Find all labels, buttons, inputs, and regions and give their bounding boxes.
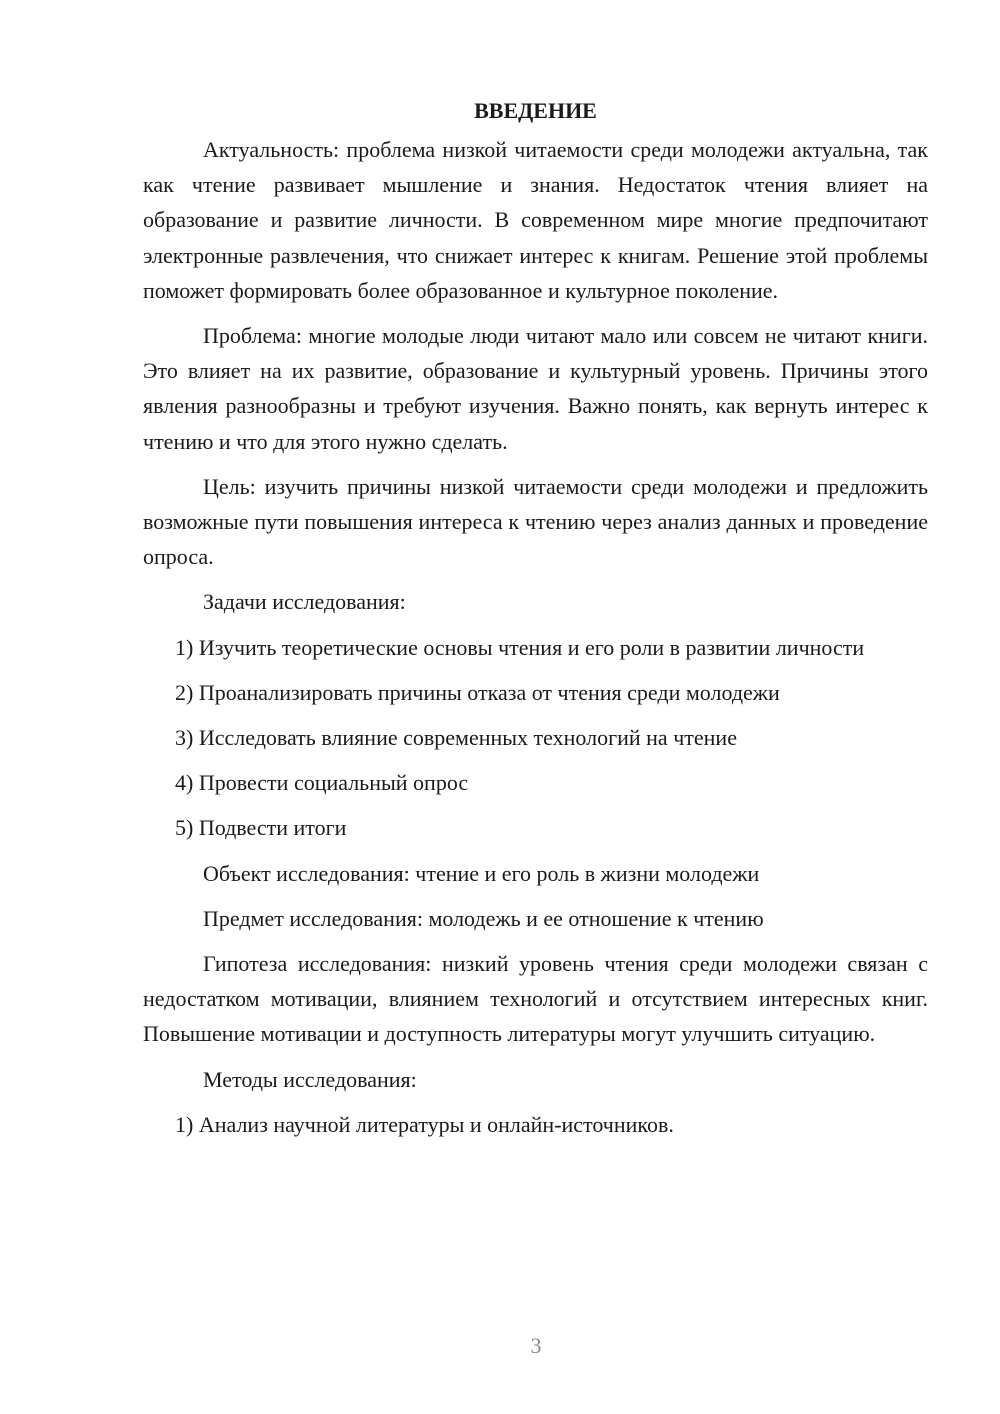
page-number: 3 (530, 1333, 542, 1358)
problem-paragraph: Проблема: многие молодые люди читают мало или совсем не читают книги. Это влияет на их развитие, образование и культурный уровень. Причины этого явления разнообразны и требуют изучения. Важно понять, как вернуть интерес к чтению и что для этого нужно сделать. (143, 323, 928, 454)
hypothesis-paragraph: Гипотеза исследования: низкий уровень чтения среди молодежи связан с недостатком мотивации, влиянием технологий и отсутствием интересных книг. Повышение мотивации и доступность литературы могут улучшить ситуацию. (143, 951, 928, 1047)
tasks-heading: Задачи исследования: (203, 589, 406, 615)
page-title: ВВЕДЕНИЕ (474, 98, 597, 123)
task-item: 3) Исследовать влияние современных технологий на чтение (175, 725, 737, 751)
subject-line: Предмет исследования: молодежь и ее отношение к чтению (203, 905, 764, 931)
methods-heading: Методы исследования: (203, 1066, 417, 1092)
goal-paragraph: Цель: изучить причины низкой читаемости среди молодежи и предложить возможные пути повышения интереса к чтению через анализ данных и проведение опроса. (143, 473, 928, 570)
object-line: Объект исследования: чтение и его роль в жизни молодежи (203, 860, 760, 886)
task-item: 2) Проанализировать причины отказа от чтения среди молодежи (175, 679, 780, 705)
relevance-paragraph: Актуальность: проблема низкой читаемости среди молодежи актуальна, так как чтение развивает мышление и знания. Недостаток чтения влияет на образование и развитие личности. В современном мире многие предпочитают электронные развлечения, что снижает интерес к книгам. Решение этой проблемы поможет формировать более образованное и культурное поколение. (143, 137, 928, 303)
page-content (143, 96, 928, 1152)
method-item: 1) Анализ научной литературы и онлайн-источников. (175, 1111, 674, 1137)
task-item: 1) Изучить теоретические основы чтения и его роли в развитии личности (175, 634, 865, 660)
task-item: 4) Провести социальный опрос (175, 770, 469, 796)
task-item: 5) Подвести итоги (175, 815, 347, 841)
